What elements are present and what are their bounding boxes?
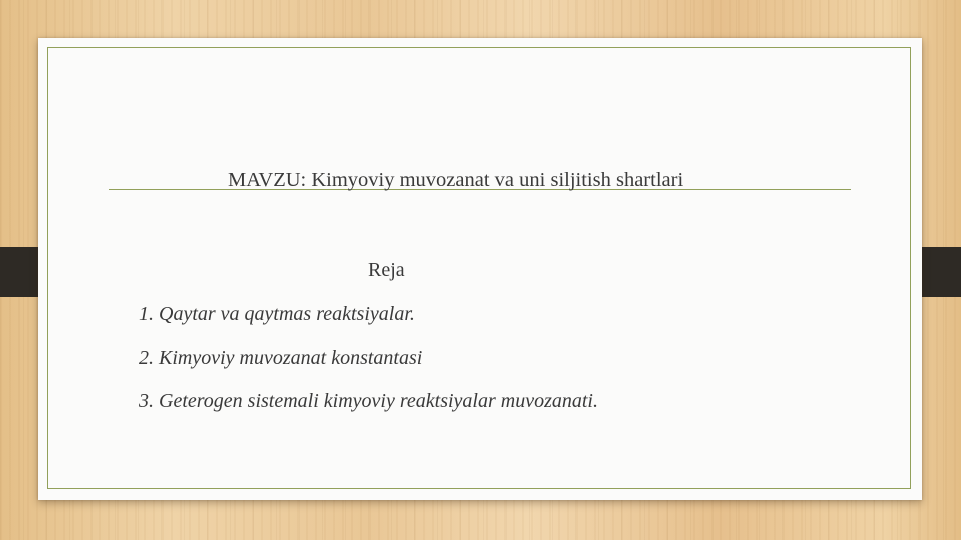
plan-item-2: 2. Kimyoviy muvozanat konstantasi [139,346,423,369]
slide-title: MAVZU: Kimyoviy muvozanat va uni siljitish shartlari [228,169,684,191]
plan-item-3: 3. Geterogen sistemali kimyoviy reaktsiyalar muvozanati. [139,390,598,412]
plan-heading: Reja [368,259,405,281]
slide-card [38,38,922,500]
plan-item-1: 1. Qaytar va qaytmas reaktsiyalar. [139,303,415,325]
plan-list [139,302,598,433]
